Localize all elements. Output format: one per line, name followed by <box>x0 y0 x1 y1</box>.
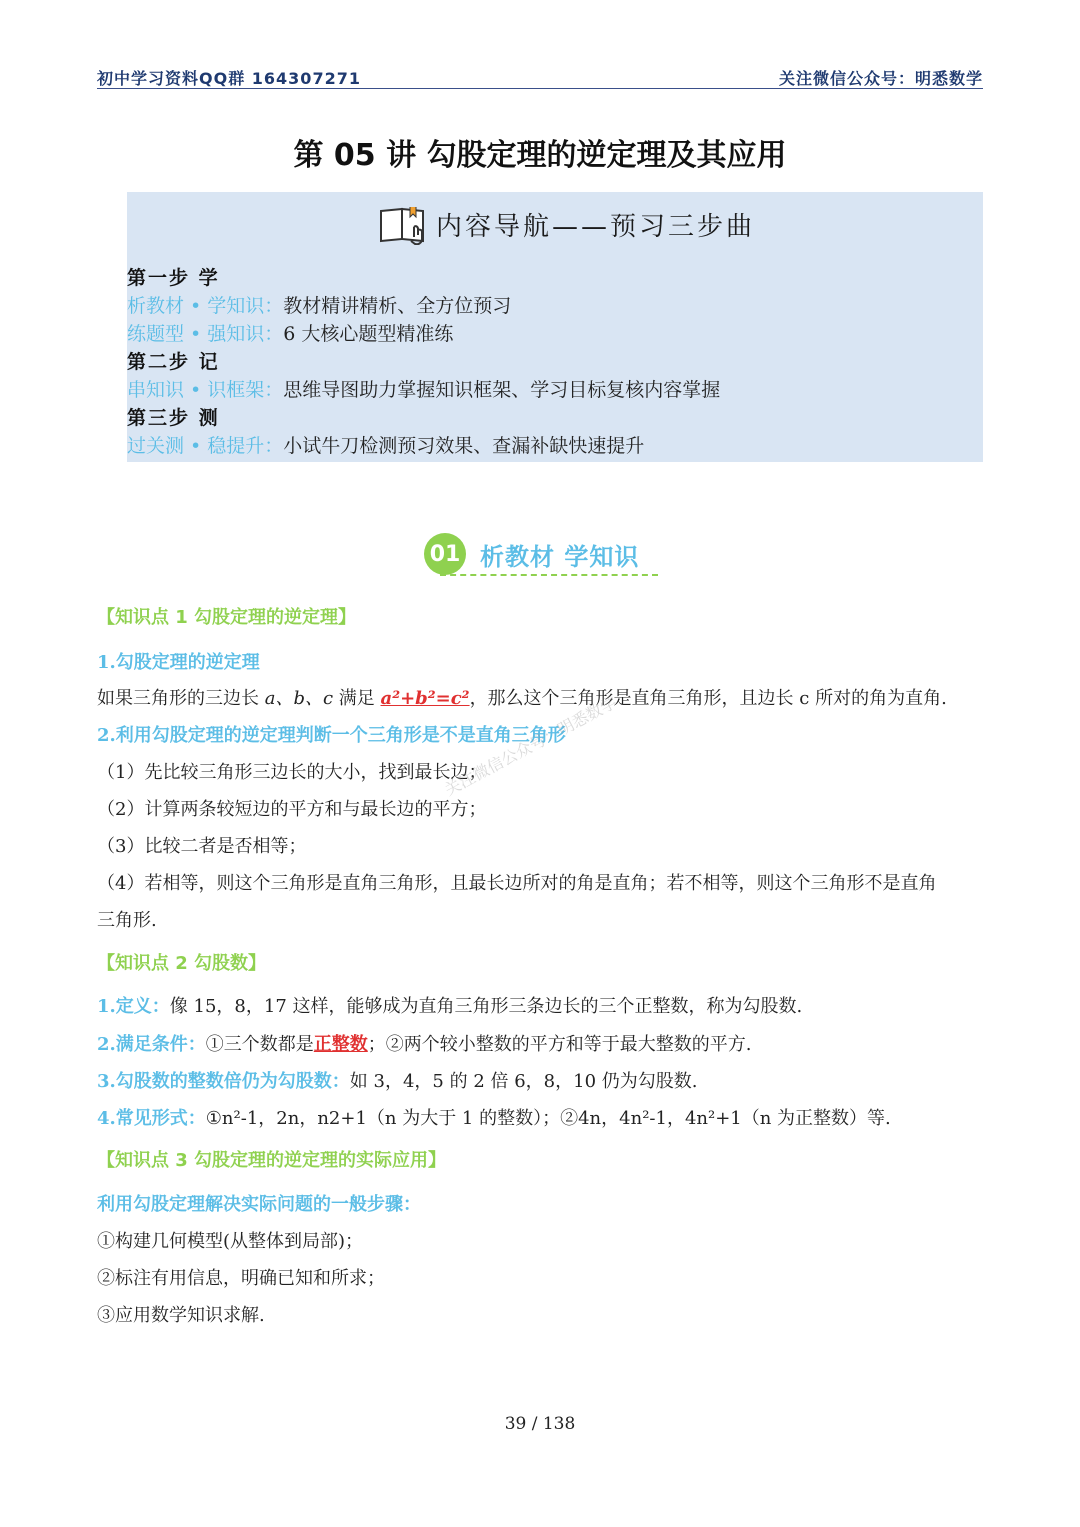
kp3-subheading: 利用勾股定理解决实际问题的一般步骤： <box>97 1194 421 1215</box>
nav-row-4 <box>127 432 644 460</box>
kp3-step-1: ①构建几何模型(从整体到局部)； <box>97 1231 364 1252</box>
kp2-forms-label: 4.常见形式： <box>97 1108 206 1129</box>
step1-heading: 第一步 学 <box>127 267 220 289</box>
page-number: 39 / 138 <box>504 1414 576 1434</box>
kp1-step-3: （3）比较二者是否相等； <box>97 836 307 857</box>
section-number-badge: 01 <box>424 533 466 575</box>
nav-row-2-text: 6 大核心题型精准练 <box>283 323 454 345</box>
kp1-step-1: （1）先比较三角形三边长的大小，找到最长边； <box>97 762 487 783</box>
step3-heading: 第三步 测 <box>127 407 220 429</box>
banner-underline <box>440 574 658 576</box>
kp1-paragraph-1 <box>97 684 947 710</box>
kp1-step-4-continued: 三角形. <box>97 910 157 931</box>
header-divider <box>97 88 983 89</box>
kp2-definition <box>97 992 802 1018</box>
kp1-subheading-2: 2.利用勾股定理的逆定理判断一个三角形是不是直角三角形 <box>97 725 566 746</box>
section-banner-text: 析教材 学知识 <box>480 542 640 571</box>
page-title: 第 05 讲 勾股定理的逆定理及其应用 <box>293 138 787 173</box>
kp1-heading: 【知识点 1 勾股定理的逆定理】 <box>97 607 357 628</box>
kp2-heading: 【知识点 2 勾股数】 <box>97 953 267 974</box>
kp3-step-2: ②标注有用信息，明确已知和所求； <box>97 1268 385 1289</box>
kp2-forms-text: ①n²-1，2n，n2+1（n 为大于 1 的整数）；②4n，4n²-1，4n²+1（n 为正整数）等. <box>205 1108 891 1129</box>
nav-row-2 <box>127 320 453 348</box>
kp1-p1-part-a: 如果三角形的三边长 <box>97 688 265 709</box>
nav-row-2-label: 练题型 • 强知识： <box>127 323 284 345</box>
kp1-p1-vars: a、b、c <box>264 688 334 709</box>
header-left-text: 初中学习资料QQ群 164307271 <box>97 69 361 88</box>
step2-heading: 第二步 记 <box>127 351 220 373</box>
nav-row-3-label: 串知识 • 识框架： <box>127 379 284 401</box>
kp2-multiples-text: 如 3，4，5 的 2 倍 6，8，10 仍为勾股数. <box>349 1071 698 1092</box>
kp2-conditions-part-a: ①三个数都是 <box>205 1034 314 1055</box>
watermark: 关注微信公众号：明悉数学 <box>441 692 620 800</box>
nav-title <box>378 203 755 245</box>
kp1-step-4: （4）若相等，则这个三角形是直角三角形，且最长边所对的角是直角；若不相等，则这个三角形不是直角 <box>97 873 937 894</box>
nav-row-1-label: 析教材 • 学知识： <box>127 295 284 317</box>
kp2-conditions-part-b: ；②两个较小整数的平方和等于最大整数的平方. <box>367 1034 752 1055</box>
kp2-common-forms <box>97 1104 891 1130</box>
kp1-p1-part-b: 满足 <box>333 688 381 709</box>
nav-row-1 <box>127 292 511 320</box>
kp3-heading: 【知识点 3 勾股定理的逆定理的实际应用】 <box>97 1150 447 1171</box>
book-icon <box>378 203 432 245</box>
kp1-p1-part-c: ，那么这个三角形是直角三角形，且边长 c 所对的角为直角. <box>469 688 947 709</box>
kp2-conditions <box>97 1030 752 1056</box>
nav-row-3-text: 思维导图助力掌握知识框架、学习目标复核内容掌握 <box>283 379 721 401</box>
kp2-conditions-label: 2.满足条件： <box>97 1034 206 1055</box>
header-right-text: 关注微信公众号：明悉数学 <box>778 69 983 88</box>
kp2-definition-label: 1.定义： <box>97 996 170 1017</box>
kp2-positive-integer-highlight: 正整数 <box>313 1034 368 1055</box>
nav-row-3 <box>127 376 720 404</box>
nav-row-4-label: 过关测 • 稳提升： <box>127 435 284 457</box>
kp2-definition-text: 像 15，8，17 这样，能够成为直角三角形三条边长的三个正整数，称为勾股数. <box>169 996 803 1017</box>
kp2-multiples <box>97 1067 697 1093</box>
kp1-step-2: （2）计算两条较短边的平方和与最长边的平方； <box>97 799 487 820</box>
nav-title-text: 内容导航——预习三步曲 <box>436 211 756 242</box>
kp1-subheading-1: 1.勾股定理的逆定理 <box>97 652 260 673</box>
nav-row-4-text: 小试牛刀检测预习效果、查漏补缺快速提升 <box>283 435 645 457</box>
kp3-step-3: ③应用数学知识求解. <box>97 1305 265 1326</box>
nav-row-1-text: 教材精讲精析、全方位预习 <box>283 295 512 317</box>
section-banner <box>424 532 639 576</box>
kp2-multiples-label: 3.勾股数的整数倍仍为勾股数： <box>97 1071 350 1092</box>
pythagorean-formula: a²+b²=c² <box>380 688 470 709</box>
